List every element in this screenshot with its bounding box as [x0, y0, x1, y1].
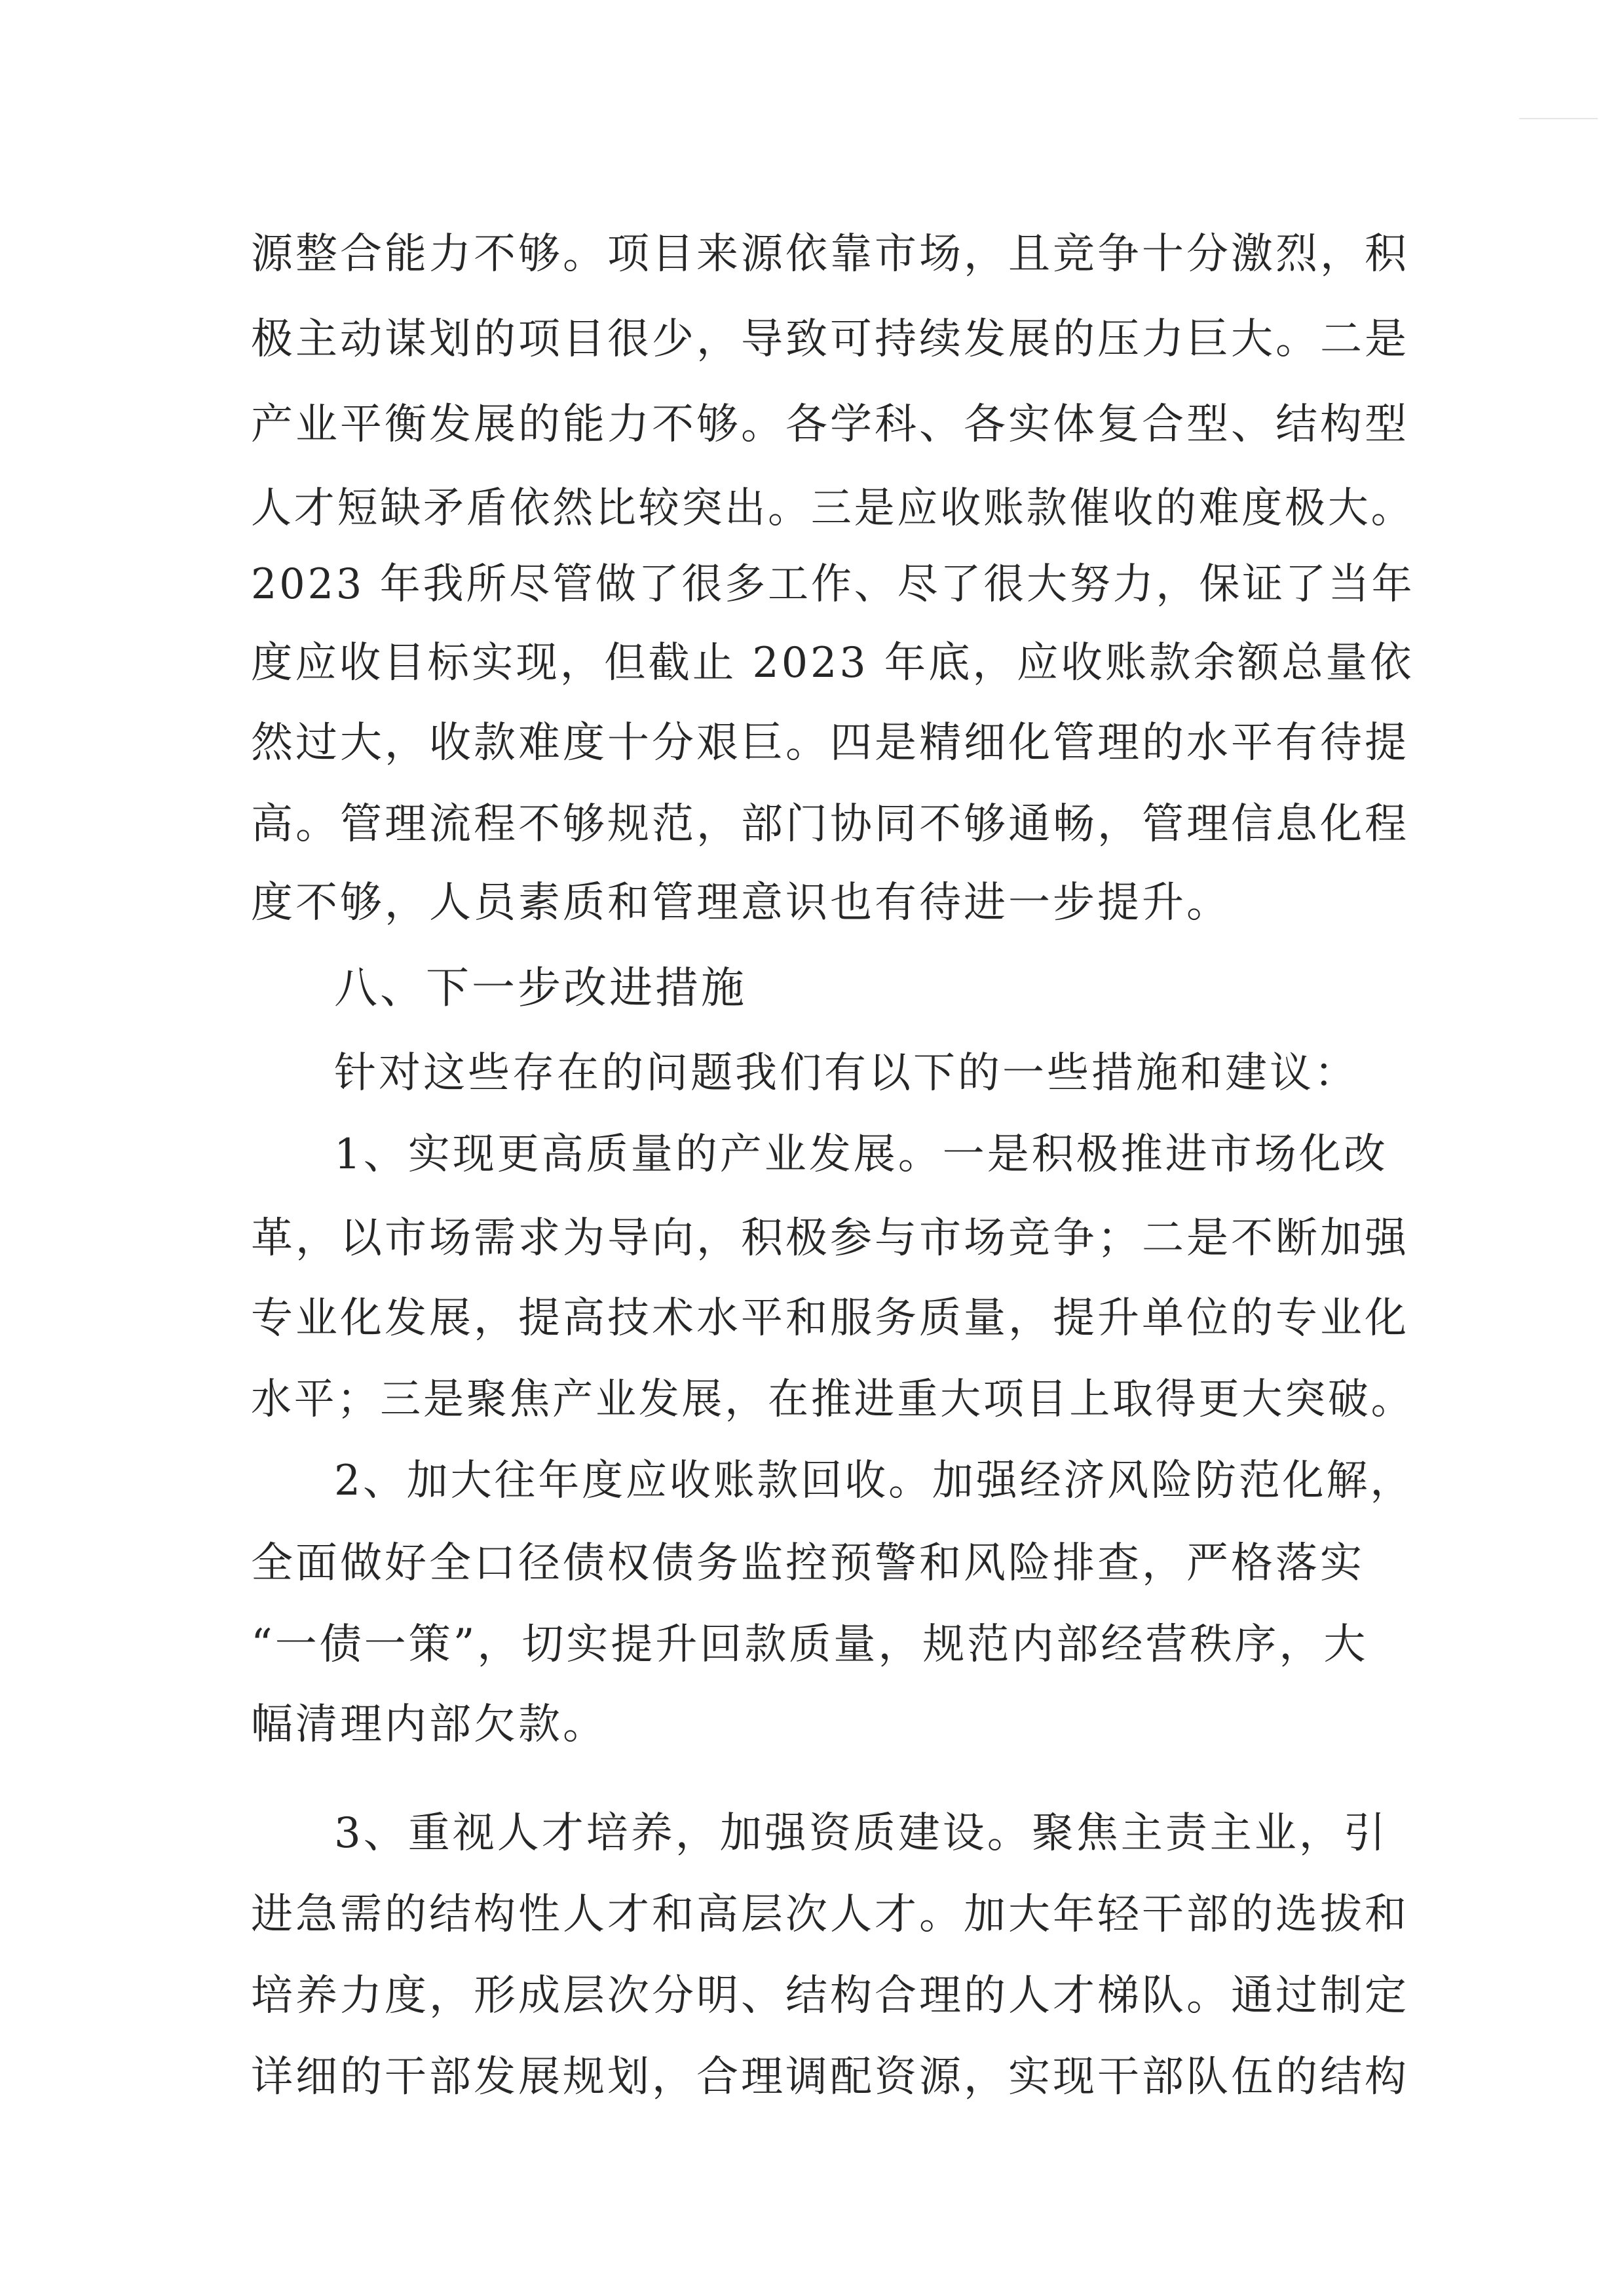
item-2-line: 全面做好全口径债权债务监控预警和风险排查，严格落实	[251, 1539, 1365, 1588]
paragraph-line: 人才短缺矛盾依然比较突出。三是应收账款催收的难度极大。	[251, 484, 1414, 533]
item-3-line: 详细的干部发展规划，合理调配资源，实现干部队伍的结构	[251, 2053, 1409, 2101]
item-3-line: 3、重视人才培养，加强资质建设。聚焦主责主业，引	[334, 1809, 1388, 1858]
paragraph-line: 源整合能力不够。项目来源依靠市场，且竞争十分激烈，积	[251, 230, 1409, 278]
paragraph-line: 然过大，收款难度十分艰巨。四是精细化管理的水平有待提	[251, 719, 1409, 767]
item-1-line: 革，以市场需求为导向，积极参与市场竞争；二是不断加强	[251, 1214, 1409, 1263]
item-1-line: 水平；三是聚焦产业发展，在推进重大项目上取得更大突破。	[251, 1375, 1414, 1424]
paragraph-line: 度不够，人员素质和管理意识也有待进一步提升。	[251, 879, 1231, 927]
item-2-line: 幅清理内部欠款。	[251, 1700, 607, 1749]
intro-line: 针对这些存在的问题我们有以下的一些措施和建议：	[334, 1049, 1359, 1098]
item-1-line: 专业化发展，提高技术水平和服务质量，提升单位的专业化	[251, 1294, 1409, 1343]
item-1-line: 1、实现更高质量的产业发展。一是积极推进市场化改	[334, 1130, 1388, 1179]
paragraph-line: 高。管理流程不够规范，部门协同不够通畅，管理信息化程	[251, 800, 1409, 849]
item-3-line: 进急需的结构性人才和高层次人才。加大年轻干部的选拔和	[251, 1890, 1409, 1939]
paragraph-line: 度应收目标实现，但截止 2023 年底，应收账款余额总量依	[251, 639, 1414, 687]
item-2-line: “一债一策”，切实提升回款质量，规范内部经营秩序，大	[251, 1620, 1369, 1669]
paragraph-line: 产业平衡发展的能力不够。各学科、各实体复合型、结构型	[251, 400, 1409, 449]
scan-artifact	[1519, 118, 1598, 119]
paragraph-line: 2023 年我所尽管做了很多工作、尽了很大努力，保证了当年	[251, 560, 1415, 609]
paragraph-line: 极主动谋划的项目很少，导致可持续发展的压力巨大。二是	[251, 315, 1409, 364]
item-2-line: 2、加大往年度应收账款回收。加强经济风险防范化解，	[334, 1457, 1414, 1505]
section-heading: 八、下一步改进措施	[334, 963, 747, 1013]
item-3-line: 培养力度，形成层次分明、结构合理的人才梯队。通过制定	[251, 1972, 1409, 2020]
